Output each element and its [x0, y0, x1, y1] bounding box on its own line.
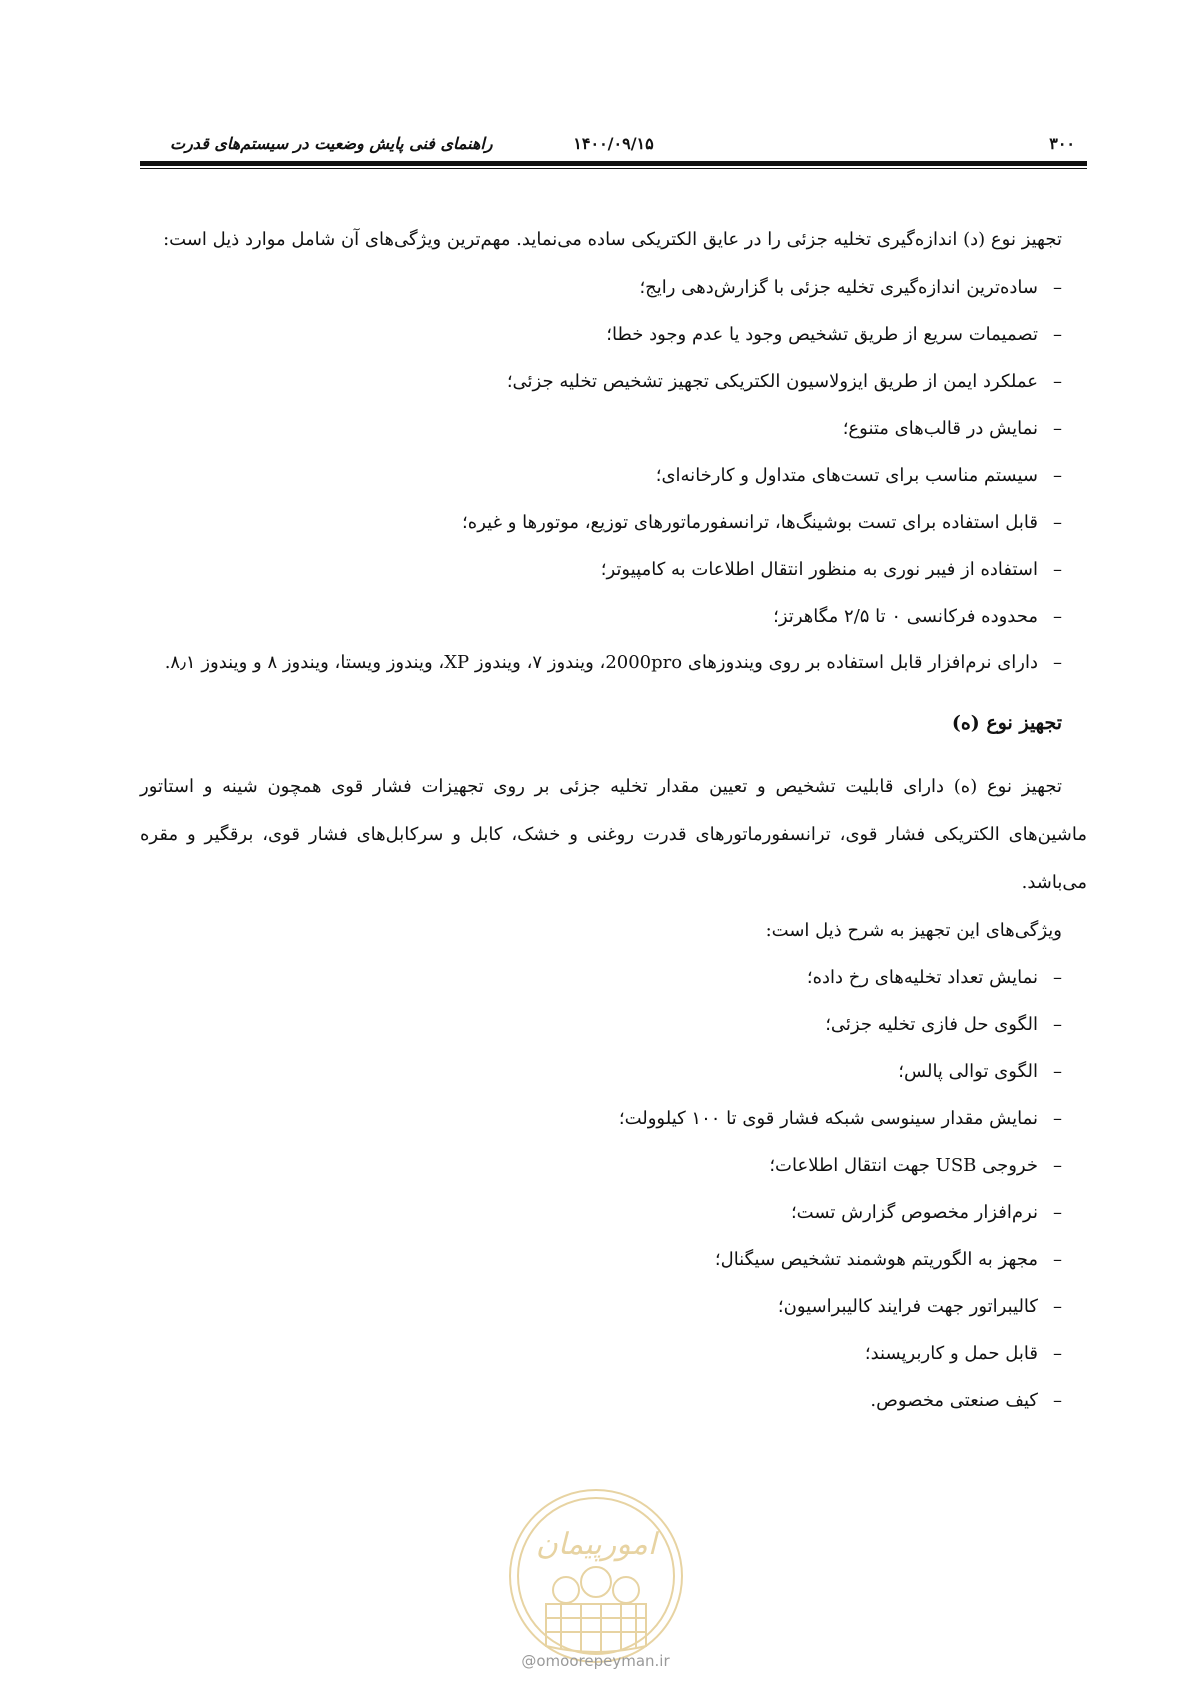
list-item: – قابل استفاده برای تست بوشینگ‌ها، ترانسفورماتورهای توزیع، موتورها و غیره؛	[140, 499, 1062, 546]
watermark-stamp-icon	[506, 1486, 686, 1666]
list-item: – نرم‌افزار مخصوص گزارش تست؛	[140, 1189, 1062, 1236]
list-item: – نمایش تعداد تخلیه‌های رخ داده؛	[140, 954, 1062, 1001]
list-item: – ساده‌ترین اندازه‌گیری تخلیه جزئی با گزارش‌دهی رایج؛	[140, 264, 1062, 311]
list-item: – خروجی USB جهت انتقال اطلاعات؛	[140, 1142, 1062, 1189]
page-number: ۳۰۰	[1049, 134, 1075, 153]
header-rule-thin	[140, 168, 1087, 169]
list-item: – الگوی حل فازی تخلیه جزئی؛	[140, 1001, 1062, 1048]
header-date: ۱۴۰۰/۰۹/۱۵	[573, 134, 654, 153]
list-item: – نمایش در قالب‌های متنوع؛	[140, 405, 1062, 452]
list-item: – سیستم مناسب برای تست‌های متداول و کارخانه‌ای؛	[140, 452, 1062, 499]
list-item: – نمایش مقدار سینوسی شبکه فشار قوی تا ۱۰۰ کیلوولت؛	[140, 1095, 1062, 1142]
section-h-heading: تجهیز نوع (ه)	[951, 712, 1062, 734]
list-item: – عملکرد ایمن از طریق ایزولاسیون الکتریکی تجهیز تشخیص تخلیه جزئی؛	[140, 358, 1062, 405]
list-item: – الگوی توالی پالس؛	[140, 1048, 1062, 1095]
list-item: – تصمیمات سریع از طریق تشخیص وجود یا عدم وجود خطا؛	[140, 311, 1062, 358]
features-intro: ویژگی‌های این تجهیز به شرح ذیل است:	[765, 920, 1062, 941]
header-rule-thick	[140, 161, 1087, 166]
section-h-intro: تجهیز نوع (ه) دارای قابلیت تشخیص و تعیین مقدار تخلیه جزئی بر روی تجهیزات فشار قوی همچون شینه و استاتور ماشین‌های الکتریکی فشار قوی، ترانسفورماتورهای قدرت روغنی و خشک، کابل و سرکابل‌های فشار قوی، برقگیر و مقره می‌باشد.	[140, 776, 1087, 893]
main-content	[140, 216, 1087, 1424]
list-item: – مجهز به الگوریتم هوشمند تشخیص سیگنال؛	[140, 1236, 1062, 1283]
section-d-list	[140, 264, 1087, 685]
header-title: راهنمای فنی پایش وضعیت در سیستم‌های قدرت	[170, 134, 493, 153]
section-d-intro: تجهیز نوع (د) اندازه‌گیری تخلیه جزئی را در عایق الکتریکی ساده می‌نماید. مهم‌ترین ویژگی‌های آن شامل موارد ذیل است:	[163, 229, 1062, 250]
section-h-list	[140, 954, 1087, 1424]
page-header	[140, 128, 1087, 158]
list-item: – کالیبراتور جهت فرایند کالیبراسیون؛	[140, 1283, 1062, 1330]
list-item: – استفاده از فیبر نوری به منظور انتقال اطلاعات به کامپیوتر؛	[140, 546, 1062, 593]
list-item: – کیف صنعتی مخصوص.	[140, 1377, 1062, 1424]
list-item: – قابل حمل و کاربرپسند؛	[140, 1330, 1062, 1377]
stamp-text: امورپیمان	[535, 1527, 657, 1562]
watermark-url: @omoorepeyman.ir	[521, 1652, 670, 1670]
list-item: – محدوده فرکانسی ۰ تا ۲/۵ مگاهرتز؛	[140, 593, 1062, 640]
list-item: – دارای نرم‌افزار قابل استفاده بر روی ویندوزهای 2000pro، ویندوز ۷، ویندوز XP، ویندوز ویستا، ویندوز ۸ و ویندوز ۸٫۱.	[140, 640, 1062, 685]
